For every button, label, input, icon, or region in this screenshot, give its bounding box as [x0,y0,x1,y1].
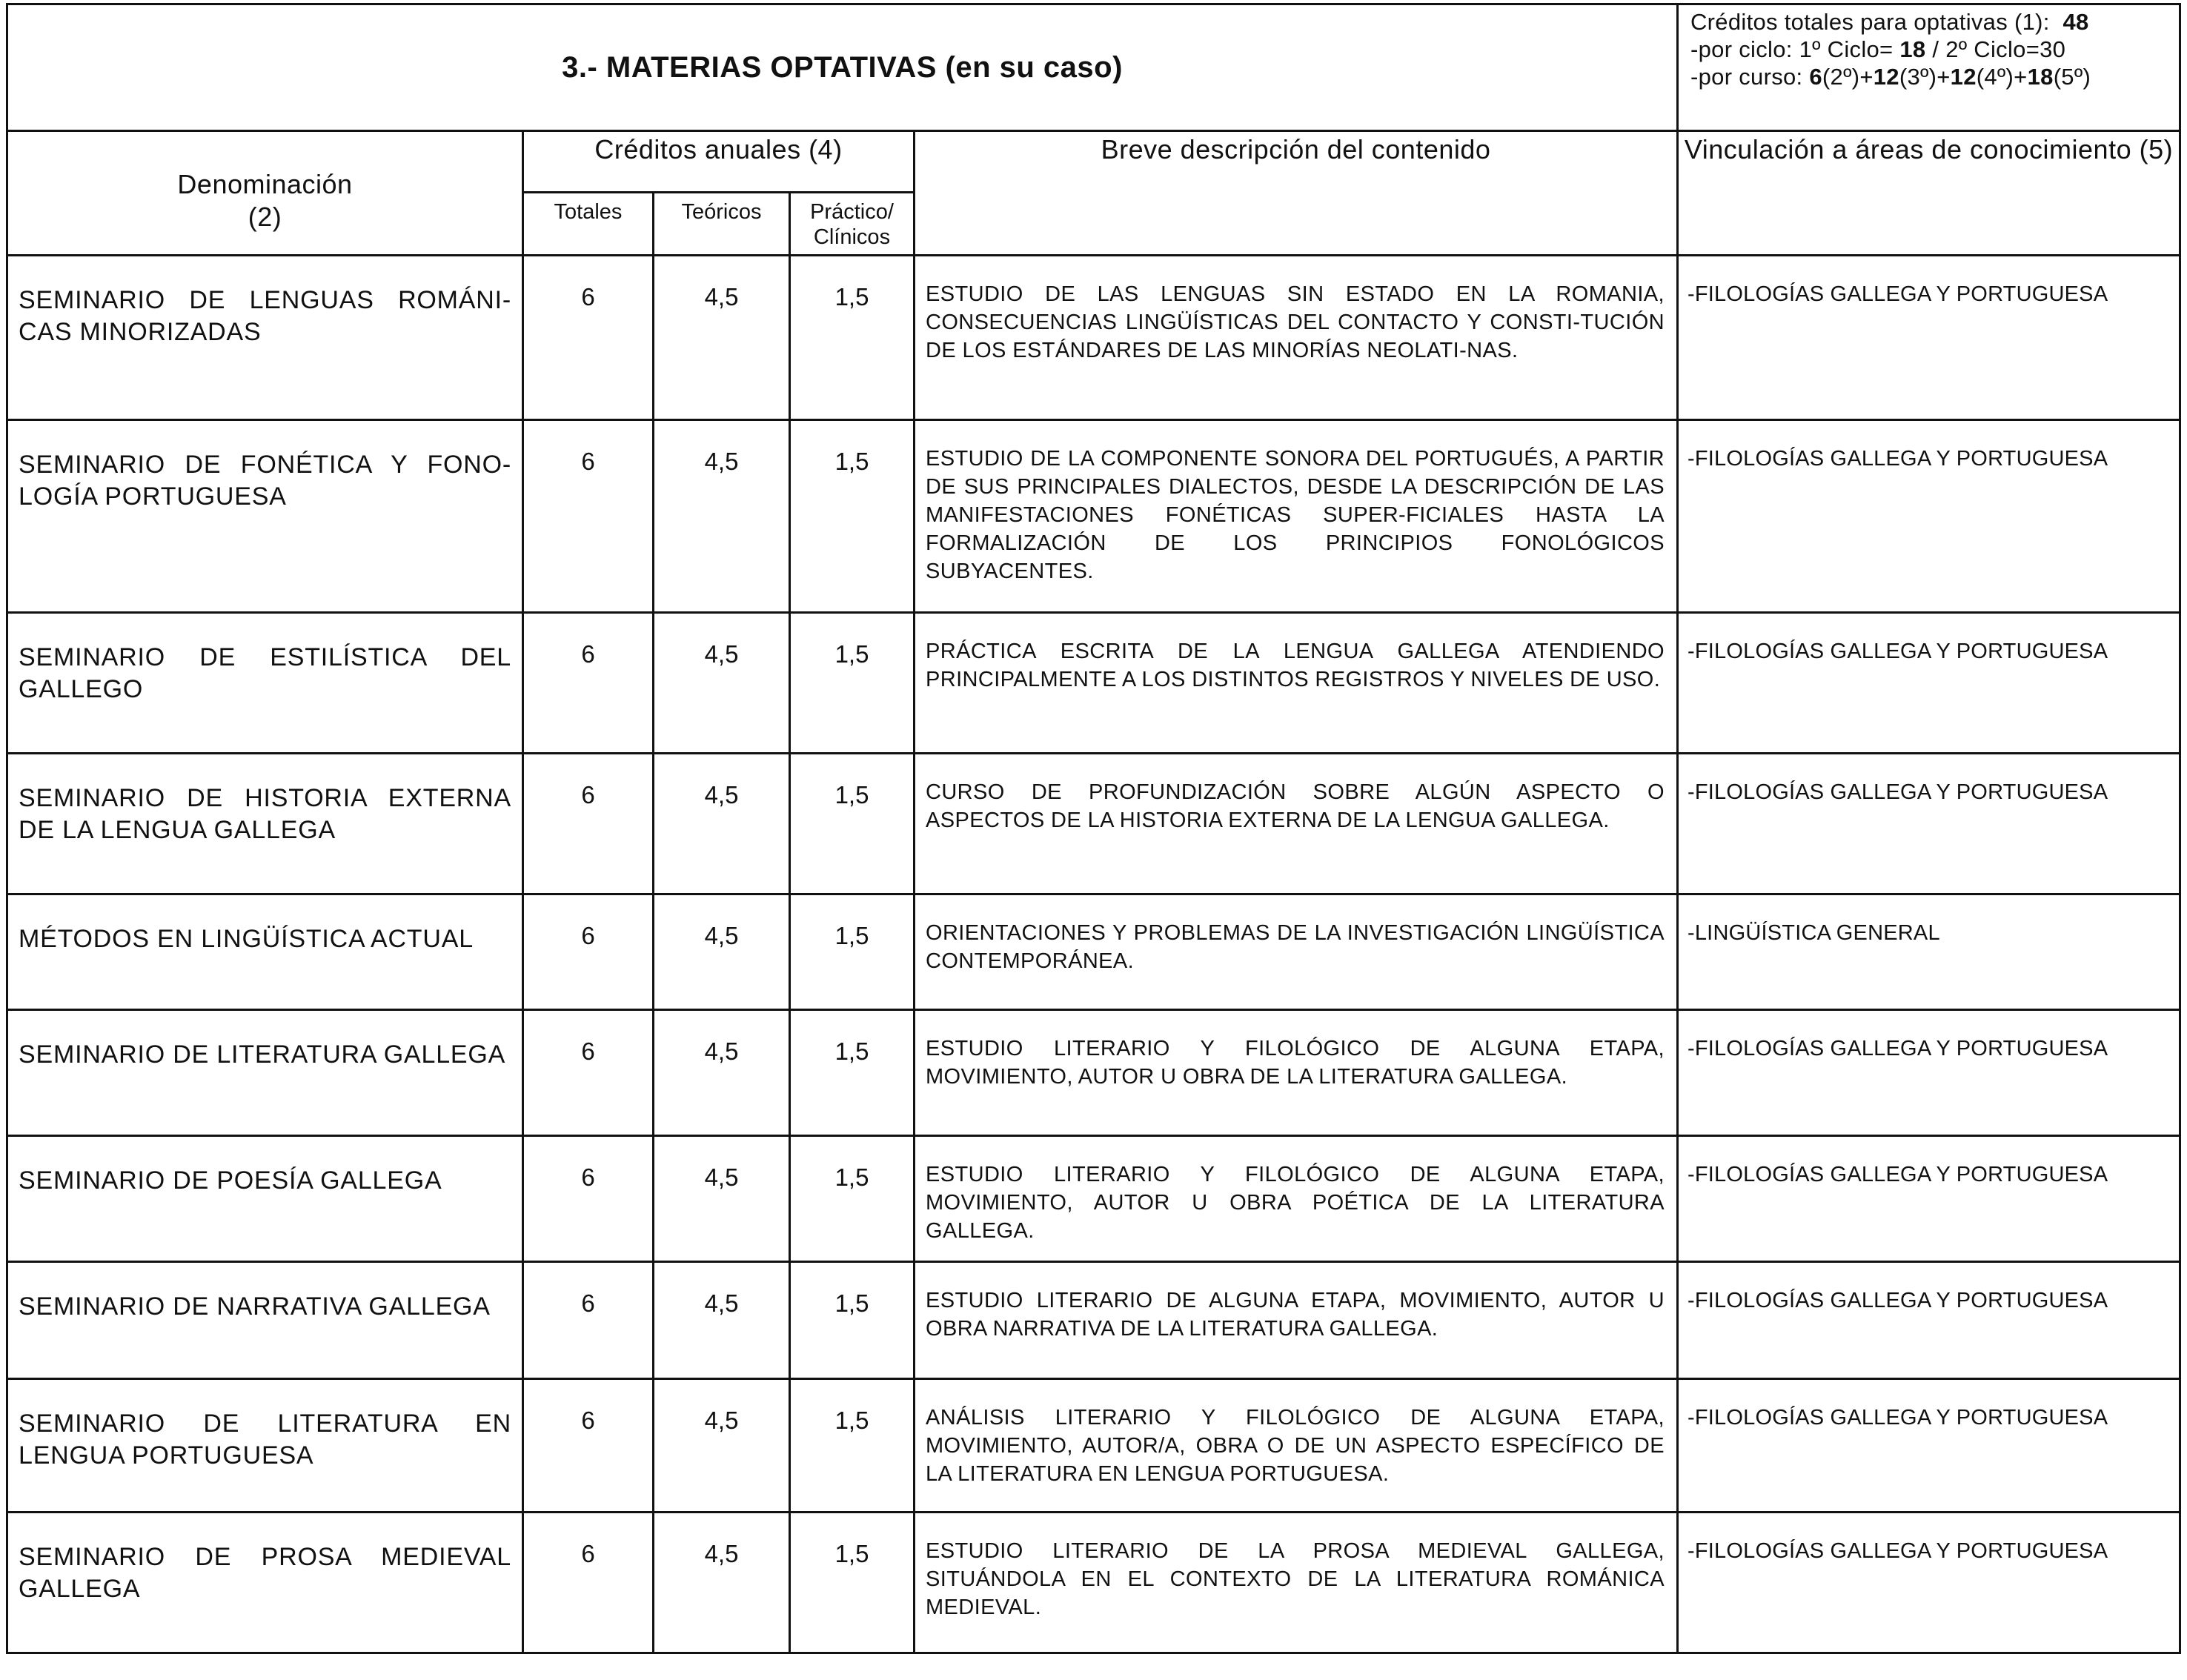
column-header-teoricos: Teóricos [654,193,790,256]
table-row [7,613,2180,754]
row-totales: 6 [523,420,654,613]
row-vinculacion: -FILOLOGÍAS GALLEGA Y PORTUGUESA [1678,1010,2180,1136]
row-teoricos: 4,5 [654,1010,790,1136]
row-vinculacion: -FILOLOGÍAS GALLEGA Y PORTUGUESA [1678,754,2180,894]
column-header-creditos: Créditos anuales (4) [523,131,915,193]
row-descripcion: ESTUDIO LITERARIO DE LA PROSA MEDIEVAL GALLEGA, SITUÁNDOLA EN EL CONTEXTO DE LA LITERATURA ROMÁNICA MEDIEVAL. [915,1513,1678,1653]
row-denominacion: SEMINARIO DE PROSA MEDIEVAL GALLEGA [7,1513,523,1653]
row-vinculacion: -FILOLOGÍAS GALLEGA Y PORTUGUESA [1678,256,2180,420]
credits-course-line: -por curso: 6(2º)+12(3º)+12(4º)+18(5º) [1690,64,2091,90]
row-totales: 6 [523,1513,654,1653]
optativas-table-sheet [6,3,2179,1654]
row-vinculacion: -FILOLOGÍAS GALLEGA Y PORTUGUESA [1678,1136,2180,1262]
row-teoricos: 4,5 [654,1136,790,1262]
credits-total-line: Créditos totales para optativas (1): 48 [1690,9,2089,35]
row-teoricos: 4,5 [654,754,790,894]
row-descripcion: ESTUDIO DE LA COMPONENTE SONORA DEL PORTUGUÉS, A PARTIR DE SUS PRINCIPALES DIALECTOS, DESDE LA DESCRIPCIÓN DE LAS MANIFESTACIONES FONÉTICAS SUPER-FICIALES HASTA LA FORMALIZACIÓN DE LOS PRINCIPIOS FONOLÓGICOS SUBYACENTES. [915,420,1678,613]
row-practicos: 1,5 [790,1010,915,1136]
row-vinculacion: -FILOLOGÍAS GALLEGA Y PORTUGUESA [1678,1379,2180,1513]
column-header-descripcion: Breve descripción del contenido [915,131,1678,256]
row-descripcion: ESTUDIO LITERARIO DE ALGUNA ETAPA, MOVIMIENTO, AUTOR U OBRA NARRATIVA DE LA LITERATURA GALLEGA. [915,1262,1678,1379]
table-row [7,256,2180,420]
credits-cycle-line: -por ciclo: 1º Ciclo= 18 / 2º Ciclo=30 [1690,36,2066,62]
table-row [7,1010,2180,1136]
row-teoricos: 4,5 [654,420,790,613]
row-teoricos: 4,5 [654,613,790,754]
row-teoricos: 4,5 [654,1513,790,1653]
table-row [7,1379,2180,1513]
row-practicos: 1,5 [790,754,915,894]
table-row [7,754,2180,894]
column-header-practicos: Práctico/ Clínicos [790,193,915,256]
row-teoricos: 4,5 [654,1262,790,1379]
credits-total-value: 48 [2062,9,2089,35]
page-title: 3.- MATERIAS OPTATIVAS (en su caso) [7,4,1678,131]
column-header-vinculacion: Vinculación a áreas de conocimiento (5) [1678,131,2180,256]
row-teoricos: 4,5 [654,1379,790,1513]
row-denominacion: SEMINARIO DE NARRATIVA GALLEGA [7,1262,523,1379]
row-vinculacion: -FILOLOGÍAS GALLEGA Y PORTUGUESA [1678,1262,2180,1379]
row-denominacion: SEMINARIO DE POESÍA GALLEGA [7,1136,523,1262]
row-totales: 6 [523,1379,654,1513]
row-practicos: 1,5 [790,1136,915,1262]
row-totales: 6 [523,613,654,754]
credits-summary [1678,4,2180,131]
row-practicos: 1,5 [790,1513,915,1653]
row-denominacion: SEMINARIO DE LITERATURA GALLEGA [7,1010,523,1136]
row-vinculacion: -FILOLOGÍAS GALLEGA Y PORTUGUESA [1678,1513,2180,1653]
row-vinculacion: -FILOLOGÍAS GALLEGA Y PORTUGUESA [1678,420,2180,613]
table-row [7,894,2180,1010]
column-header-denominacion: Denominación (2) [7,131,523,256]
row-descripcion: ESTUDIO LITERARIO Y FILOLÓGICO DE ALGUNA ETAPA, MOVIMIENTO, AUTOR U OBRA DE LA LITERATURA GALLEGA. [915,1010,1678,1136]
row-descripcion: ANÁLISIS LITERARIO Y FILOLÓGICO DE ALGUNA ETAPA, MOVIMIENTO, AUTOR/A, OBRA O DE UN ASPECTO ESPECÍFICO DE LA LITERATURA EN LENGUA PORTUGUESA. [915,1379,1678,1513]
row-totales: 6 [523,894,654,1010]
row-denominacion: SEMINARIO DE LITERATURA EN LENGUA PORTUGUESA [7,1379,523,1513]
table-row [7,420,2180,613]
column-header-row [7,131,2180,193]
row-practicos: 1,5 [790,420,915,613]
row-practicos: 1,5 [790,613,915,754]
row-denominacion: SEMINARIO DE ESTILÍSTICA DEL GALLEGO [7,613,523,754]
table-row [7,1262,2180,1379]
row-totales: 6 [523,256,654,420]
row-denominacion: SEMINARIO DE HISTORIA EXTERNA DE LA LENGUA GALLEGA [7,754,523,894]
row-teoricos: 4,5 [654,256,790,420]
table-row [7,1136,2180,1262]
row-totales: 6 [523,1262,654,1379]
row-totales: 6 [523,1010,654,1136]
row-descripcion: ESTUDIO LITERARIO Y FILOLÓGICO DE ALGUNA ETAPA, MOVIMIENTO, AUTOR U OBRA POÉTICA DE LA LITERATURA GALLEGA. [915,1136,1678,1262]
column-header-totales: Totales [523,193,654,256]
row-descripcion: CURSO DE PROFUNDIZACIÓN SOBRE ALGÚN ASPECTO O ASPECTOS DE LA HISTORIA EXTERNA DE LA LENGUA GALLEGA. [915,754,1678,894]
row-vinculacion: -LINGÜÍSTICA GENERAL [1678,894,2180,1010]
row-practicos: 1,5 [790,256,915,420]
table-row [7,1513,2180,1653]
row-totales: 6 [523,1136,654,1262]
row-practicos: 1,5 [790,1379,915,1513]
row-totales: 6 [523,754,654,894]
row-descripcion: PRÁCTICA ESCRITA DE LA LENGUA GALLEGA ATENDIENDO PRINCIPALMENTE A LOS DISTINTOS REGISTROS Y NIVELES DE USO. [915,613,1678,754]
row-practicos: 1,5 [790,1262,915,1379]
row-denominacion: MÉTODOS EN LINGÜÍSTICA ACTUAL [7,894,523,1010]
row-denominacion: SEMINARIO DE LENGUAS ROMÁNI-CAS MINORIZADAS [7,256,523,420]
title-row [7,4,2180,131]
row-descripcion: ORIENTACIONES Y PROBLEMAS DE LA INVESTIGACIÓN LINGÜÍSTICA CONTEMPORÁNEA. [915,894,1678,1010]
optativas-table [6,3,2181,1654]
row-teoricos: 4,5 [654,894,790,1010]
row-descripcion: ESTUDIO DE LAS LENGUAS SIN ESTADO EN LA ROMANIA, CONSECUENCIAS LINGÜÍSTICAS DEL CONTACTO Y CONSTI-TUCIÓN DE LOS ESTÁNDARES DE LAS MINORÍAS NEOLATI-NAS. [915,256,1678,420]
row-denominacion: SEMINARIO DE FONÉTICA Y FONO-LOGÍA PORTUGUESA [7,420,523,613]
row-practicos: 1,5 [790,894,915,1010]
row-vinculacion: -FILOLOGÍAS GALLEGA Y PORTUGUESA [1678,613,2180,754]
